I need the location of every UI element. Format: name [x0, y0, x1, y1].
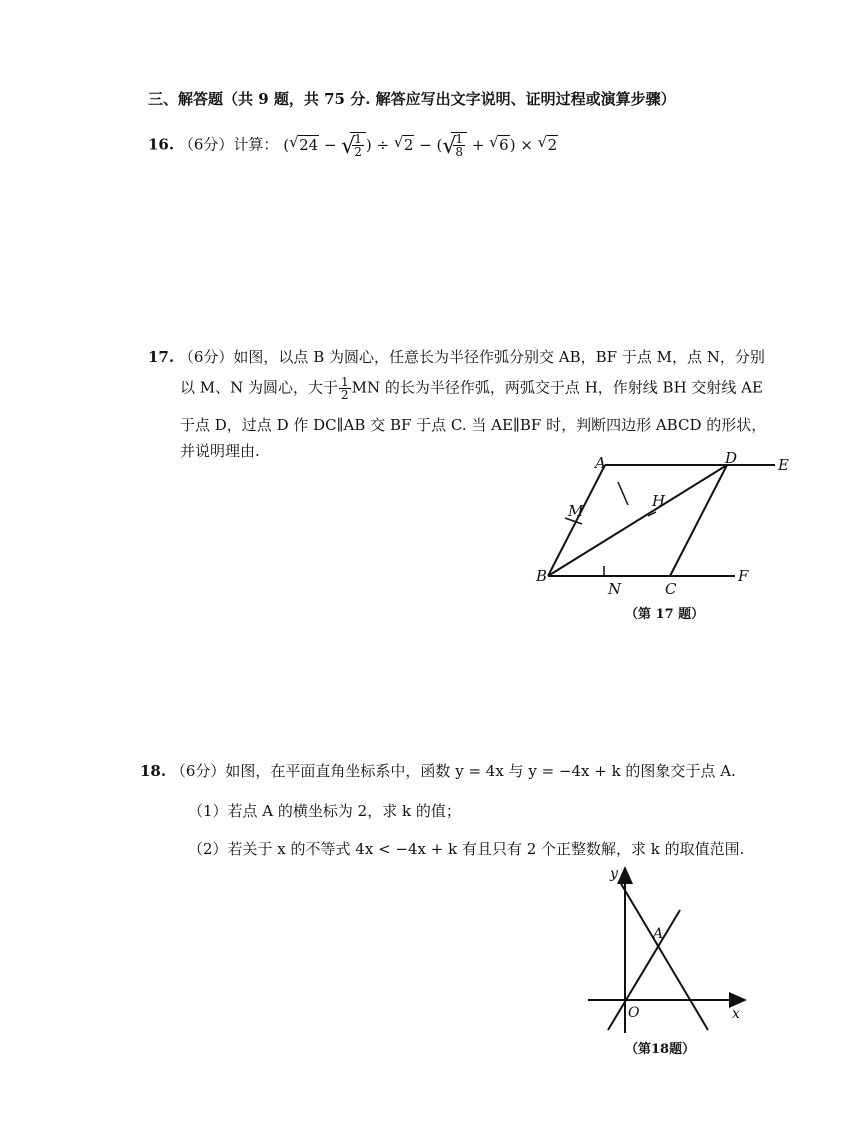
label-x: x: [732, 1006, 740, 1022]
label-D: D: [725, 449, 738, 467]
sqrt-half: √ $\frac{1}{2}$: [341, 132, 366, 158]
q16-number: 16.: [148, 135, 175, 154]
label-H: H: [652, 492, 666, 510]
question-17-line-3: 于点 D，过点 D 作 DC∥AB 交 BF 于点 C. 当 AE∥BF 时，判断四边形 ABCD 的形状，: [180, 416, 767, 434]
q16-expression: ( √ 24 − √ $\frac{1}{2}$ ) ÷ √ 2 − ( √ $\frac{1}{8}$ + √ 6) × √ 2: [283, 132, 558, 159]
question-16: [148, 132, 558, 158]
sqrt-2b: √ 2: [537, 132, 558, 154]
label-M: M: [568, 502, 584, 520]
question-17-line-1: [148, 346, 765, 367]
label-B: B: [536, 567, 548, 585]
q17-text-2a: 以 M、N 为圆心，大于: [180, 378, 339, 397]
sqrt-eighth: √ $\frac{1}{8}$: [442, 132, 467, 158]
sqrt-6: √ 6: [489, 132, 509, 154]
figure-17: [520, 448, 800, 628]
figure-18: [580, 858, 760, 1058]
label-E: E: [778, 456, 789, 474]
label-A18: A: [653, 926, 664, 942]
arc-mark-H1: [618, 482, 628, 505]
q16-score: （6分）计算：: [178, 135, 279, 154]
label-y: y: [610, 866, 618, 882]
label-F: F: [738, 567, 749, 585]
question-18-line-1: [140, 760, 736, 781]
line-y-4x: [608, 910, 680, 1030]
label-N: N: [608, 580, 622, 598]
q17-text-1: （6分）如图，以点 B 为圆心，任意长为半径作弧分别交 AB，BF 于点 M，点 N，分别: [178, 348, 765, 366]
q17-number: 17.: [148, 348, 175, 366]
caption-17: （第 17 题）: [625, 607, 705, 622]
caption-18: （第18题）: [625, 1042, 696, 1057]
half-fraction: $\frac{1}{2}$: [341, 375, 349, 402]
label-A: A: [595, 454, 606, 472]
q18-part-2: （2）若关于 x 的不等式 4x < −4x + k 有且只有 2 个正整数解，求 k 的取值范围.: [188, 840, 745, 858]
q17-text-2b: MN 的长为半径作弧，两弧交于点 H，作射线 BH 交射线 AE: [351, 378, 763, 397]
q18-number: 18.: [140, 762, 167, 780]
question-17-line-2: [180, 376, 763, 401]
segment-BD: [548, 465, 727, 576]
label-O: O: [628, 1005, 640, 1021]
question-17-line-4: 并说明理由.: [180, 442, 260, 460]
label-C: C: [665, 580, 677, 598]
section-heading: 三、解答题（共 9 题，共 75 分. 解答应写出文字说明、证明过程或演算步骤）: [148, 90, 676, 108]
q18-part-1: （1）若点 A 的横坐标为 2，求 k 的值；: [188, 802, 461, 820]
sqrt-24: √ 24: [289, 132, 319, 154]
sqrt-2: √ 2: [393, 132, 414, 154]
q18-text-1: （6分）如图，在平面直角坐标系中，函数 y = 4x 与 y = −4x + k 的图象交于点 A.: [170, 762, 736, 780]
